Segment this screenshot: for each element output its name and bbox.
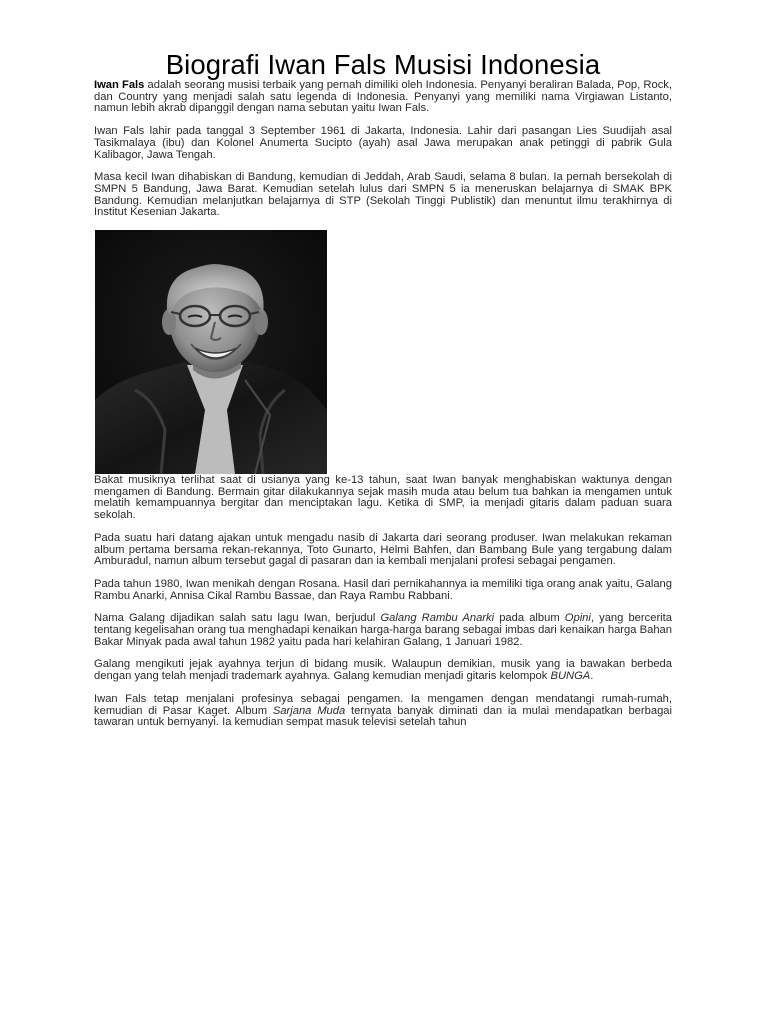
p7-text-b: pada album	[494, 612, 565, 625]
paragraph-marriage: Pada tahun 1980, Iwan menikah dengan Rosana. Hasil dari pernikahannya ia memiliki tiga orang anak yaitu, Galang Rambu Anarki, Annisa Cikal Rambu Bassae, dan Raya Rambu Rabbani.	[94, 577, 672, 602]
paragraph-galang-song	[94, 613, 672, 648]
document-title: Biografi Iwan Fals Musisi Indonesia	[165, 49, 601, 80]
document-page	[94, 50, 672, 740]
p7-text-c: , yang bercerita tentang kegelisahan orang tua menghadapi kenaikan harga-harga barang sebagai imbas dari kenaikan harga Bahan Bakar Minyak pada awal tahun 1982 yaitu pada hari kelahiran Galang, 1 Januari 1982.	[94, 612, 672, 648]
album-title-opini: Opini	[564, 612, 591, 625]
intro-text: adalah seorang musisi terbaik yang pernah dimiliki oleh Indonesia. Penyanyi beraliran Balada, Pop, Rock, dan Country yang menjadi salah satu legenda di Indonesia. Penyanyi yang memiliki nama Virgiawan Listanto, namun lebih akrab dipanggil dengan nama sebutan yaitu Iwan Fals.	[94, 79, 672, 115]
intro-name: Iwan Fals	[94, 79, 145, 91]
p9-text-a: Iwan Fals tetap menjalani profesinya sebagai pengamen. Ia mengamen dengan mendatangi rumah-rumah, kemudian di Pasar Kaget. Album	[94, 692, 672, 717]
paragraph-birth: Iwan Fals lahir pada tanggal 3 September 1961 di Jakarta, Indonesia. Lahir dari pasangan Lies Suudijah asal Tasikmalaya (ibu) dan Kolonel Anumerta Sucipto (ayah) asal Jawa merupakan anak petinggi di pabrik Gula Kalibagor, Jawa Tengah.	[94, 125, 672, 161]
p7-text-a: Nama Galang dijadikan salah satu lagu Iwan, berjudul	[94, 612, 381, 625]
paragraph-music-talent: Bakat musiknya terlihat saat di usianya yang ke-13 tahun, saat Iwan banyak menghabiskan waktunya dengan mengamen di Bandung. Bermain gitar dilakukannya sejak masih muda atau belum tua bahkan ia mengamen untuk melatih kemampuannya bergitar dan menciptakan lagu. Ketika di SMP, ia menjadi gitaris dalam paduan suara sekolah.	[94, 474, 672, 522]
song-title-galang: Galang Rambu Anarki	[380, 612, 495, 625]
paragraph-childhood: Masa kecil Iwan dihabiskan di Bandung, kemudian di Jeddah, Arab Saudi, selama 8 bulan. Ia pernah bersekolah di SMPN 5 Bandung, Jawa Barat. Kemudian setelah lulus dari SMPN 5 ia meneruskan belajarnya di SMAK BPK Bandung. Kemudian melanjutkan belajarnya di STP (Sekolah Tinggi Publistik) dan menuntut ilmu terakhirnya di Institut Kesenian Jakarta.	[94, 171, 672, 219]
paragraph-galang-music	[94, 659, 672, 682]
band-name-bunga: BUNGA	[550, 670, 591, 683]
paragraph-intro	[94, 80, 672, 115]
paragraph-first-album: Pada suatu hari datang ajakan untuk mengadu nasib di Jakarta dari seorang produser. Iwan melakukan rekaman album pertama bersama rekan-rekannya, Toto Gunarto, Helmi Bahfen, dan Bambang Bule yang tergabung dalam Amburadul, namun album tersebut gagal di pasaran dan ia kembali menjalani profesi sebagai pengamen.	[94, 531, 672, 568]
paragraph-busking-career	[94, 694, 672, 729]
album-title-sarjana-muda: Sarjana Muda	[272, 704, 346, 717]
p8-text-a: Galang mengikuti jejak ayahnya terjun di bidang musik. Walaupun demikian, musik yang ia bawakan berbeda dengan yang telah menjadi trademark ayahnya. Galang kemudian menjadi gitaris kelompok	[94, 658, 672, 683]
p9-text-b: ternyata banyak diminati dan ia mulai mendapatkan berbagai tawaran untuk bernyanyi. Ia kemudian sempat masuk televisi setelah tahun	[94, 704, 673, 729]
p8-text-b: .	[590, 670, 594, 683]
portrait-photo	[95, 230, 327, 474]
